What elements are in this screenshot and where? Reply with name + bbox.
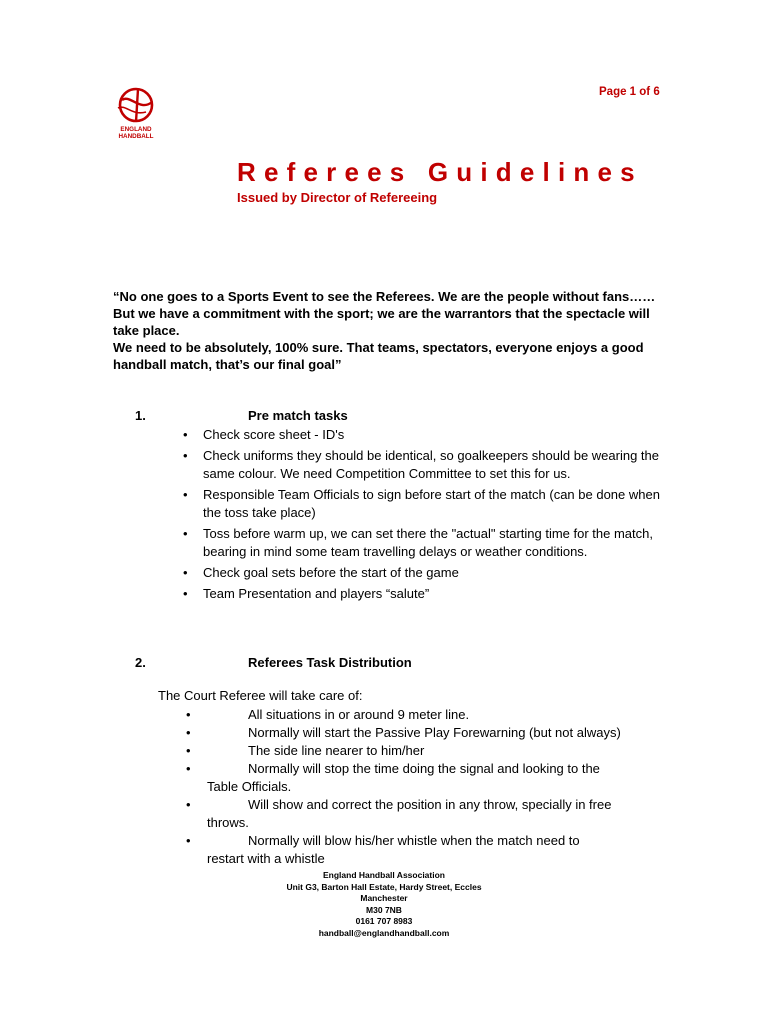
bullet-icon: • (183, 448, 188, 463)
list-item: • Check goal sets before the start of the game (183, 565, 459, 580)
list-item: • Check uniforms they should be identical, so goalkeepers should be wearing the same colour. We need Competition Committee to set this for us. (183, 448, 659, 481)
quote-line: We need to be absolutely, 100% sure. That teams, spectators, everyone enjoys a good handball match, that’s our final goal” (113, 340, 644, 372)
court-referee-intro: The Court Referee will take care of: (158, 688, 363, 703)
bullet-icon: • (186, 833, 191, 848)
page-subtitle: Issued by Director of Refereeing (237, 190, 438, 205)
court-referee-task-list (186, 706, 656, 868)
bullet-icon: • (183, 565, 188, 580)
list-item: • All situations in or around 9 meter line. (186, 707, 470, 722)
list-item: • Normally will blow his/her whistle when the match need to restart with a whistle (186, 833, 580, 866)
svg-text:HANDBALL: HANDBALL (118, 133, 154, 140)
bullet-icon: • (186, 761, 191, 776)
bullet-icon: • (186, 707, 191, 722)
section-1-number: 1. (135, 408, 146, 423)
list-item: • Normally will stop the time doing the signal and looking to the Table Officials. (186, 761, 600, 794)
section-2-title: Referees Task Distribution (248, 655, 412, 670)
bullet-icon: • (186, 797, 191, 812)
pre-match-task-list (183, 426, 663, 605)
footer-line: England Handball Association (322, 870, 445, 880)
list-item: • Normally will start the Passive Play Forewarning (but not always) (186, 725, 621, 740)
bullet-icon: • (183, 487, 188, 502)
section-1-title: Pre match tasks (248, 408, 348, 423)
list-item: • Toss before warm up, we can set there the "actual" starting time for the match, bearing in mind some team travelling delays or weather conditions. (183, 526, 653, 559)
list-item: • The side line nearer to him/her (186, 743, 425, 758)
section-2-number: 2. (135, 655, 146, 670)
footer-line: M30 7NB (366, 904, 402, 915)
footer-line: Unit G3, Barton Hall Estate, Hardy Street, Eccles (286, 881, 482, 892)
list-item: • Will show and correct the position in any throw, specially in free throws. (186, 797, 612, 830)
bullet-icon: • (183, 526, 188, 541)
england-handball-logo (112, 86, 164, 142)
footer-line: Manchester (360, 893, 408, 903)
list-item: • Team Presentation and players “salute” (183, 586, 430, 601)
quote-line: “No one goes to a Sports Event to see the Referees. We are the people without fans…… (113, 289, 656, 304)
footer-email-link[interactable]: handball@englandhandball.com (318, 927, 450, 938)
quote-block (113, 288, 673, 373)
list-item: • Responsible Team Officials to sign before start of the match (can be done when the toss take place) (183, 487, 660, 520)
list-item: • Check score sheet - ID's (183, 427, 345, 442)
bullet-icon: • (186, 743, 191, 758)
bullet-icon: • (183, 427, 188, 442)
page-title: Referees Guidelines (237, 157, 643, 187)
bullet-icon: • (183, 586, 188, 601)
quote-line: But we have a commitment with the sport; we are the warrantors that the spectacle will take place. (113, 306, 650, 338)
page-number: Page 1 of 6 (599, 86, 660, 98)
footer-address (0, 870, 768, 939)
bullet-icon: • (186, 725, 191, 740)
footer-line: 0161 707 8983 (355, 916, 413, 926)
svg-text:ENGLAND: ENGLAND (120, 126, 152, 133)
